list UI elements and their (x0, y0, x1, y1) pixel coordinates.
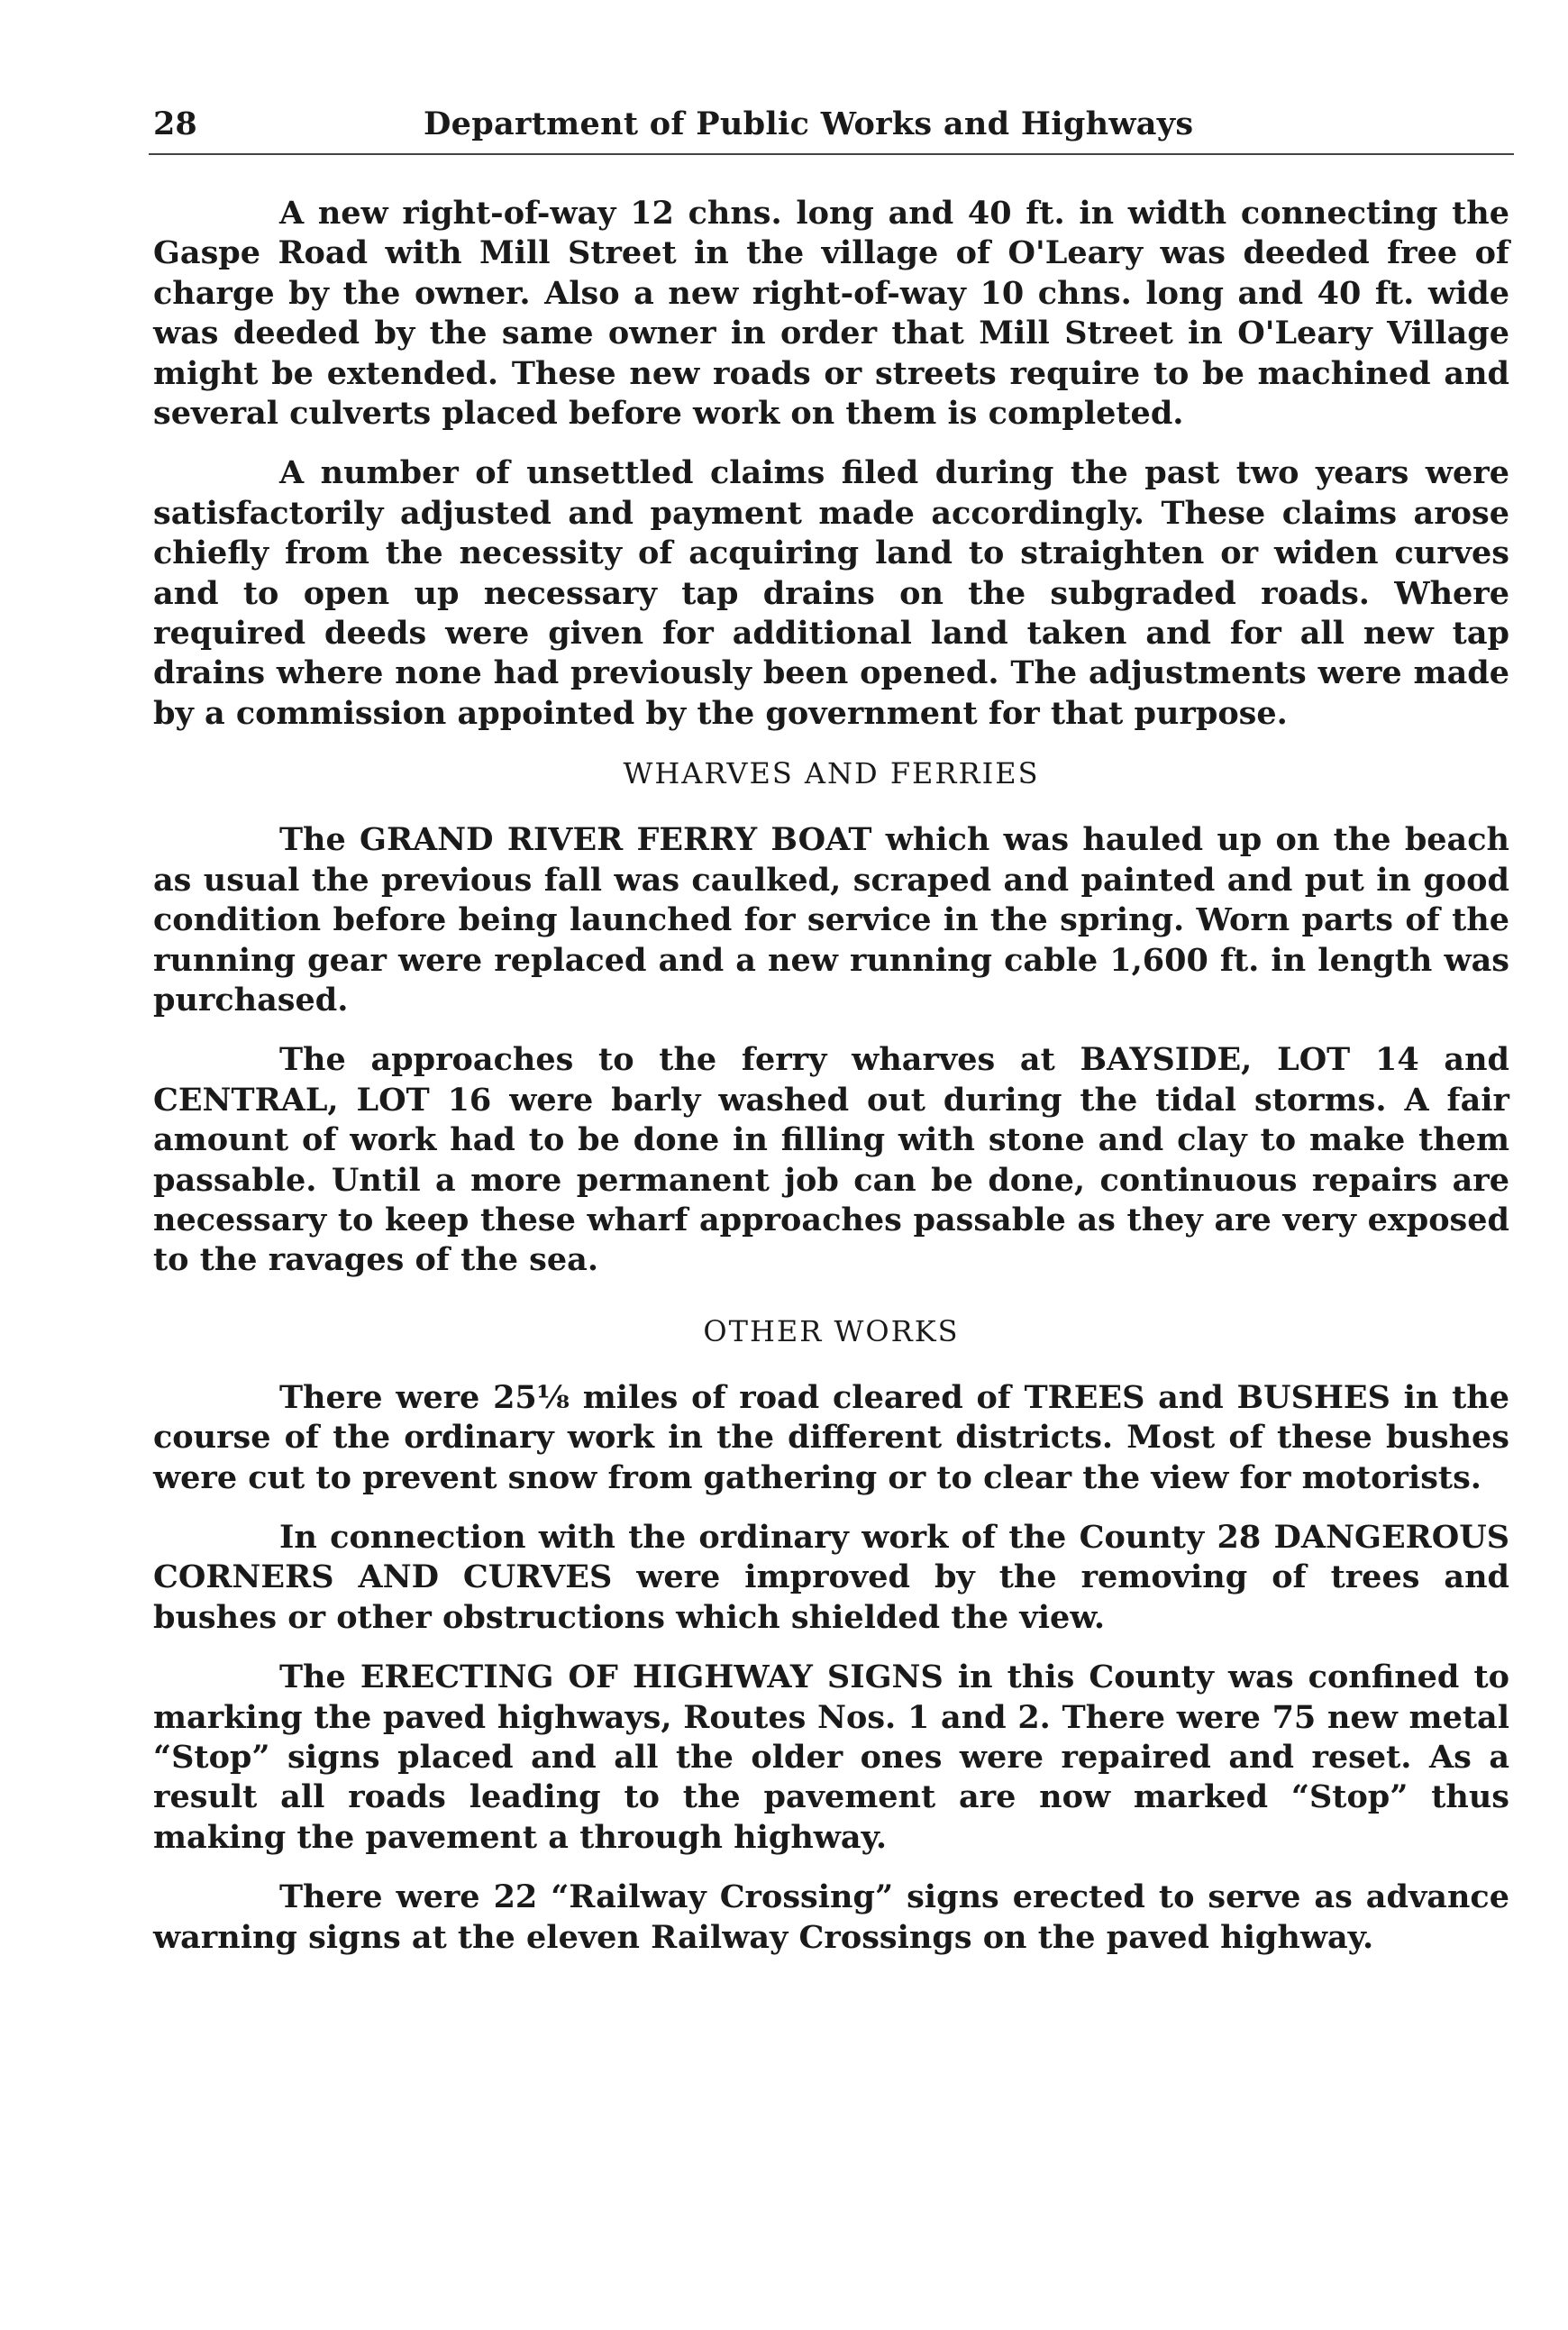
paragraph-ferry-boat: The GRAND RIVER FERRY BOAT which was hauled up on the beach as usual the previous fall was caulked, scraped and painted and put in good condition before being launched for service in the spring. Worn parts of the running gear were replaced and a new running cable 1,600 ft. in length was purchased. (153, 821, 1509, 1019)
page-number: 28 (153, 105, 197, 142)
section-heading-other-works: OTHER WORKS (703, 1313, 960, 1348)
paragraph-trees-bushes: There were 25⅛ miles of road cleared of TREES and BUSHES in the course of the ordinary work in the different districts. Most of these bushes were cut to prevent snow from gathering or to clear the view for motorists. (153, 1378, 1509, 1496)
section-heading-wharves: WHARVES AND FERRIES (623, 756, 1040, 791)
paragraph-railway-crossing: There were 22 “Railway Crossing” signs erected to serve as advance warning signs at the eleven Railway Crossings on the paved highway. (153, 1878, 1509, 1956)
paragraph-unsettled-claims: A number of unsettled claims filed during the past two years were satisfactorily adjusted and payment made accordingly. These claims arose chiefly from the necessity of acquiring land to straighten or widen curves and to open up necessary tap drains on the subgraded roads. Where required deeds were given for additional land taken and for all new tap drains where none had previously been opened. The adjustments were made by a commission appointed by the government for that purpose. (153, 454, 1509, 732)
paragraph-wharf-approaches: The approaches to the ferry wharves at BAYSIDE, LOT 14 and CENTRAL, LOT 16 were barly washed out during the tidal storms. A fair amount of work had to be done in filling with stone and clay to make them passable. Until a more permanent job can be done, continuous repairs are necessary to keep these wharf approaches passable as they are very exposed to the ravages of the sea. (153, 1041, 1509, 1279)
page-header (153, 97, 1509, 151)
paragraph-dangerous-corners: In connection with the ordinary work of the County 28 DANGEROUS CORNERS AND CURVES were improved by the removing of trees and bushes or other obstructions which shielded the view. (153, 1518, 1509, 1636)
paragraph-right-of-way: A new right-of-way 12 chns. long and 40 ft. in width connecting the Gaspe Road with Mill Street in the village of O'Leary was deeded free of charge by the owner. Also a new right-of-way 10 chns. long and 40 ft. wide was deeded by the same owner in order that Mill Street in O'Leary Village might be extended. These new roads or streets require to be machined and several culverts placed before work on them is completed. (153, 195, 1509, 433)
paragraph-highway-signs: The ERECTING OF HIGHWAY SIGNS in this County was confined to marking the paved highways, Routes Nos. 1 and 2. There were 75 new metal “Stop” signs placed and all the older ones were repaired and reset. As a result all roads leading to the pavement are now marked “Stop” thus making the pavement a through highway. (153, 1658, 1509, 1856)
body-text (153, 194, 1509, 1978)
running-head: Department of Public Works and Highways (424, 105, 1194, 142)
header-rule (149, 153, 1514, 155)
